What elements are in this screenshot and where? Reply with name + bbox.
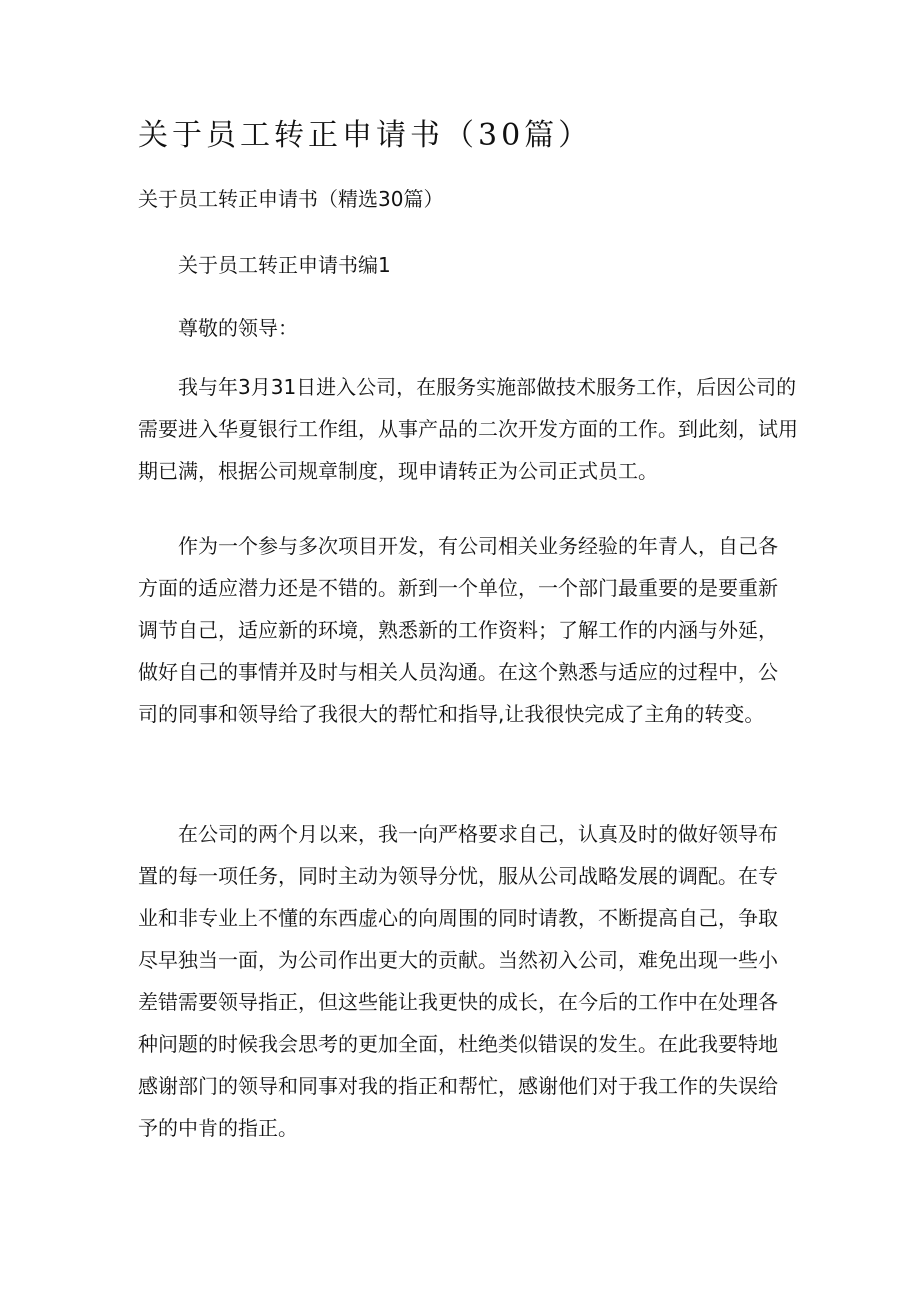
paragraph-line: 在公司的两个月以来，我一向严格要求自己，认真及时的做好领导布 — [178, 822, 778, 846]
letter-salutation: 尊敬的领导： — [178, 316, 298, 340]
paragraph-line: 方面的适应潜力还是不错的。新到一个单位，一个部门最重要的是要重新 — [138, 576, 778, 600]
paragraph-line: 尽早独当一面，为公司作出更大的贡献。当然初入公司，难免出现一些小 — [138, 948, 778, 972]
paragraph-line: 我与年3月31日进入公司，在服务实施部做技术服务工作，后因公司的 — [178, 375, 797, 399]
paragraph-line: 感谢部门的领导和同事对我的指正和帮忙，感谢他们对于我工作的失误给 — [138, 1074, 778, 1098]
paragraph-line: 差错需要领导指正，但这些能让我更快的成长，在今后的工作中在处理各 — [138, 990, 778, 1014]
body-paragraph-1 — [138, 366, 818, 492]
paragraph-line: 做好自己的事情并及时与相关人员沟通。在这个熟悉与适应的过程中，公 — [138, 660, 778, 684]
paragraph-line: 予的中肯的指正。 — [138, 1116, 298, 1140]
paragraph-line: 司的同事和领导给了我很大的帮忙和指导,让我很快完成了主角的转变。 — [138, 702, 765, 726]
paragraph-line: 置的每一项任务，同时主动为领导分忧，服从公司战略发展的调配。在专 — [138, 864, 778, 888]
body-paragraph-3 — [138, 813, 818, 1149]
paragraph-line: 种问题的时候我会思考的更加全面，杜绝类似错误的发生。在此我要特地 — [138, 1032, 778, 1056]
paragraph-line: 需要进入华夏银行工作组，从事产品的二次开发方面的工作。到此刻，试用 — [138, 417, 798, 441]
paragraph-line: 期已满，根据公司规章制度，现申请转正为公司正式员工。 — [138, 459, 658, 483]
paragraph-line: 调节自己，适应新的环境，熟悉新的工作资料；了解工作的内涵与外延， — [138, 618, 778, 642]
document-subtitle: 关于员工转正申请书（精选30篇） — [138, 187, 444, 211]
section-heading: 关于员工转正申请书编1 — [178, 253, 391, 277]
paragraph-line: 作为一个参与多次项目开发，有公司相关业务经验的年青人，自己各 — [178, 534, 778, 558]
paragraph-line: 业和非专业上不懂的东西虚心的向周围的同时请教，不断提高自己，争取 — [138, 906, 778, 930]
document-title: 关于员工转正申请书（30篇） — [138, 118, 593, 153]
body-paragraph-2 — [138, 525, 818, 735]
